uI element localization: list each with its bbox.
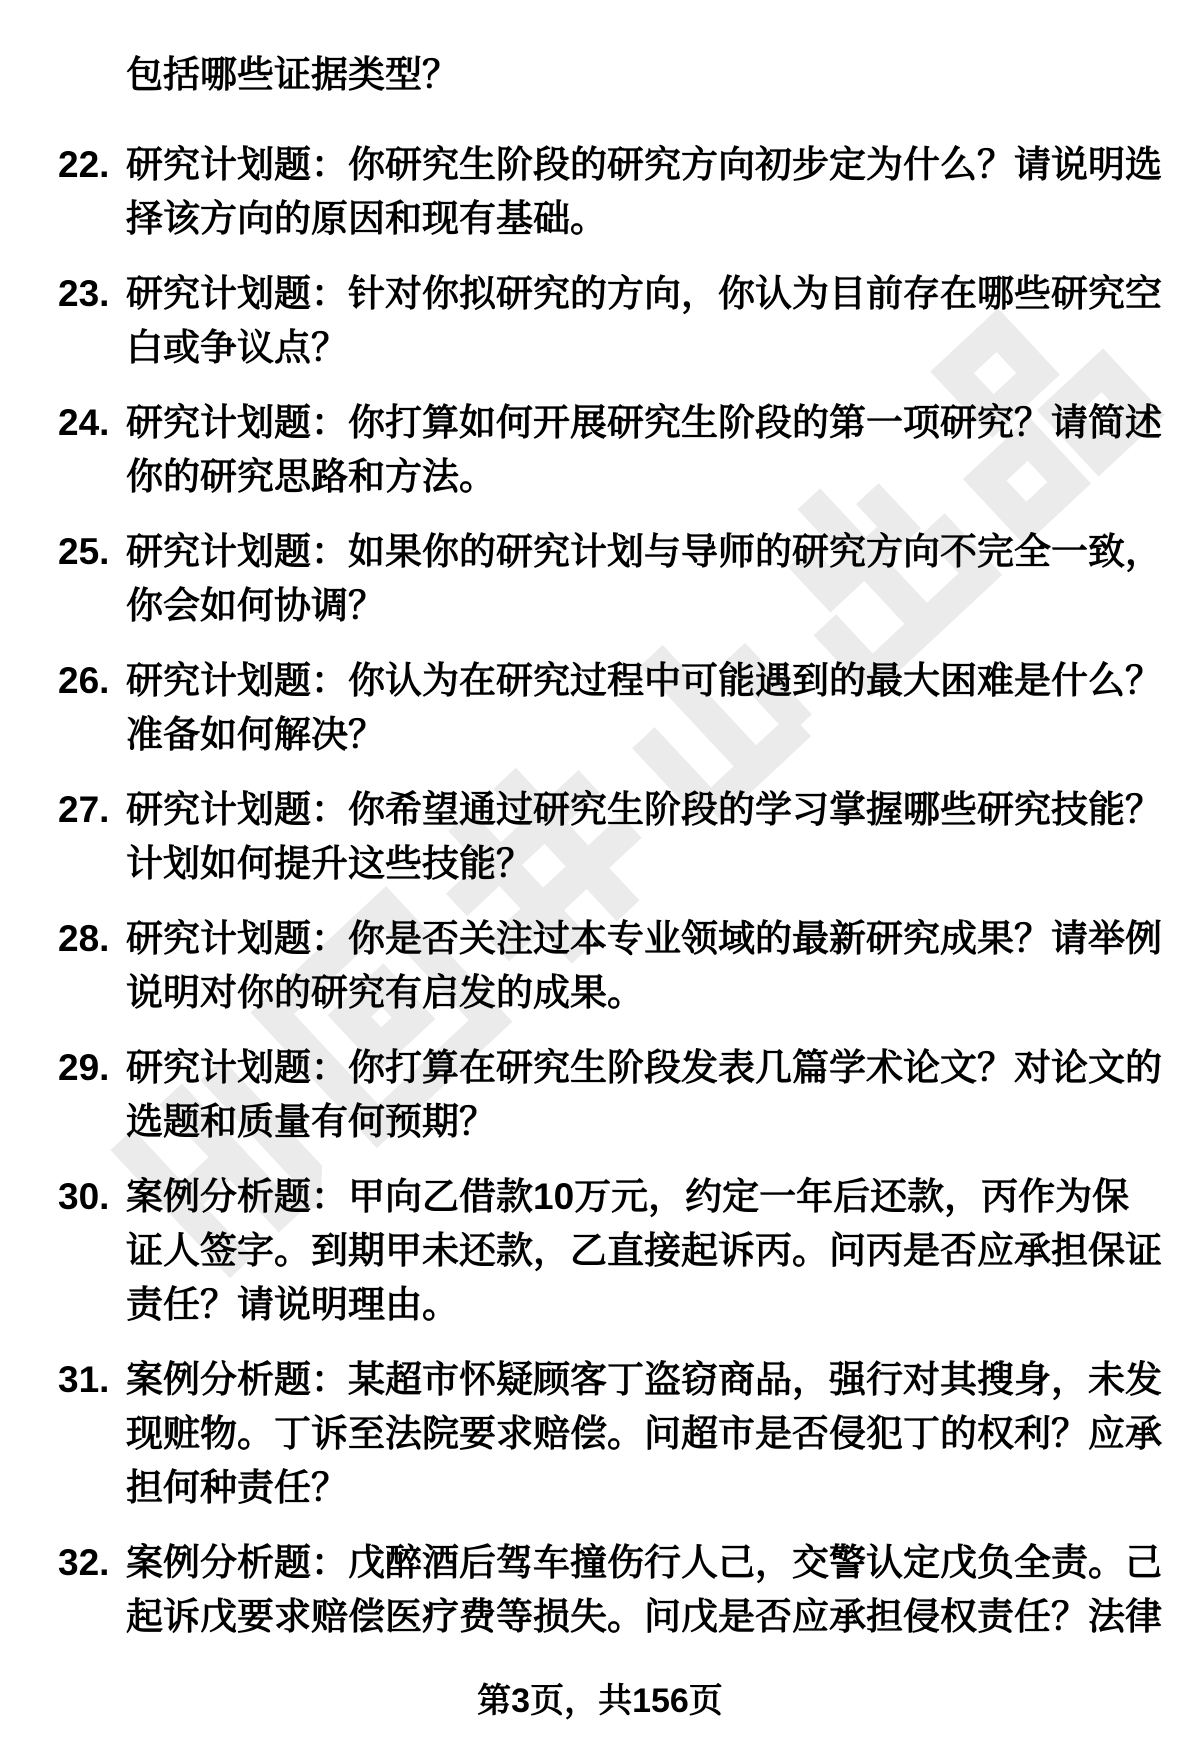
- question-list: [58, 48, 1168, 1665]
- question-text: 研究计划题：针对你拟研究的方向，你认为目前存在哪些研究空白或争议点？: [126, 273, 1162, 368]
- question-item-31: [58, 1353, 1168, 1515]
- question-number: 30.: [58, 1176, 110, 1217]
- question-number: 29.: [58, 1047, 110, 1088]
- question-item-23: [58, 267, 1168, 375]
- question-number: 26.: [58, 660, 110, 701]
- question-text: 研究计划题：你希望通过研究生阶段的学习掌握哪些研究技能？计划如何提升这些技能？: [126, 789, 1162, 884]
- question-text: 研究计划题：你研究生阶段的研究方向初步定为什么？请说明选择该方向的原因和现有基础。: [126, 144, 1162, 239]
- question-text: 研究计划题：你打算如何开展研究生阶段的第一项研究？请简述你的研究思路和方法。: [126, 402, 1162, 497]
- question-item-27: [58, 783, 1168, 891]
- question-text: 案例分析题：甲向乙借款10万元，约定一年后还款，丙作为保证人签字。到期甲未还款，乙直接起诉丙。问丙是否应承担保证责任？请说明理由。: [126, 1176, 1162, 1325]
- question-item-32: [58, 1536, 1168, 1644]
- question-21-continuation-text: 包括哪些证据类型？: [126, 54, 459, 95]
- question-item-24: [58, 396, 1168, 504]
- question-number: 23.: [58, 273, 110, 314]
- question-item-26: [58, 654, 1168, 762]
- question-number: 25.: [58, 531, 110, 572]
- question-text: 研究计划题：你打算在研究生阶段发表几篇学术论文？对论文的选题和质量有何预期？: [126, 1047, 1162, 1142]
- question-number: 28.: [58, 918, 110, 959]
- question-text: 案例分析题：某超市怀疑顾客丁盗窃商品，强行对其搜身，未发现赃物。丁诉至法院要求赔偿。问超市是否侵犯丁的权利？应承担何种责任？: [126, 1359, 1162, 1508]
- question-item-30: [58, 1170, 1168, 1332]
- question-text: 研究计划题：你是否关注过本专业领域的最新研究成果？请举例说明对你的研究有启发的成果。: [126, 918, 1162, 1013]
- question-text: 案例分析题：戊醉酒后驾车撞伤行人己，交警认定戊负全责。己起诉戊要求赔偿医疗费等损失。问戊是否应承担侵权责任？法律: [126, 1542, 1162, 1637]
- question-number: 32.: [58, 1542, 110, 1583]
- question-number: 27.: [58, 789, 110, 830]
- question-item-22: [58, 138, 1168, 246]
- question-text: 研究计划题：如果你的研究计划与导师的研究方向不完全一致，你会如何协调？: [126, 531, 1162, 626]
- question-item-25: [58, 525, 1168, 633]
- question-text: 研究计划题：你认为在研究过程中可能遇到的最大困难是什么？准备如何解决？: [126, 660, 1162, 755]
- question-number: 22.: [58, 144, 110, 185]
- question-item-29: [58, 1041, 1168, 1149]
- question-number: 31.: [58, 1359, 110, 1400]
- question-number: 24.: [58, 402, 110, 443]
- question-item-28: [58, 912, 1168, 1020]
- page-footer: 第3页，共156页: [477, 1682, 723, 1720]
